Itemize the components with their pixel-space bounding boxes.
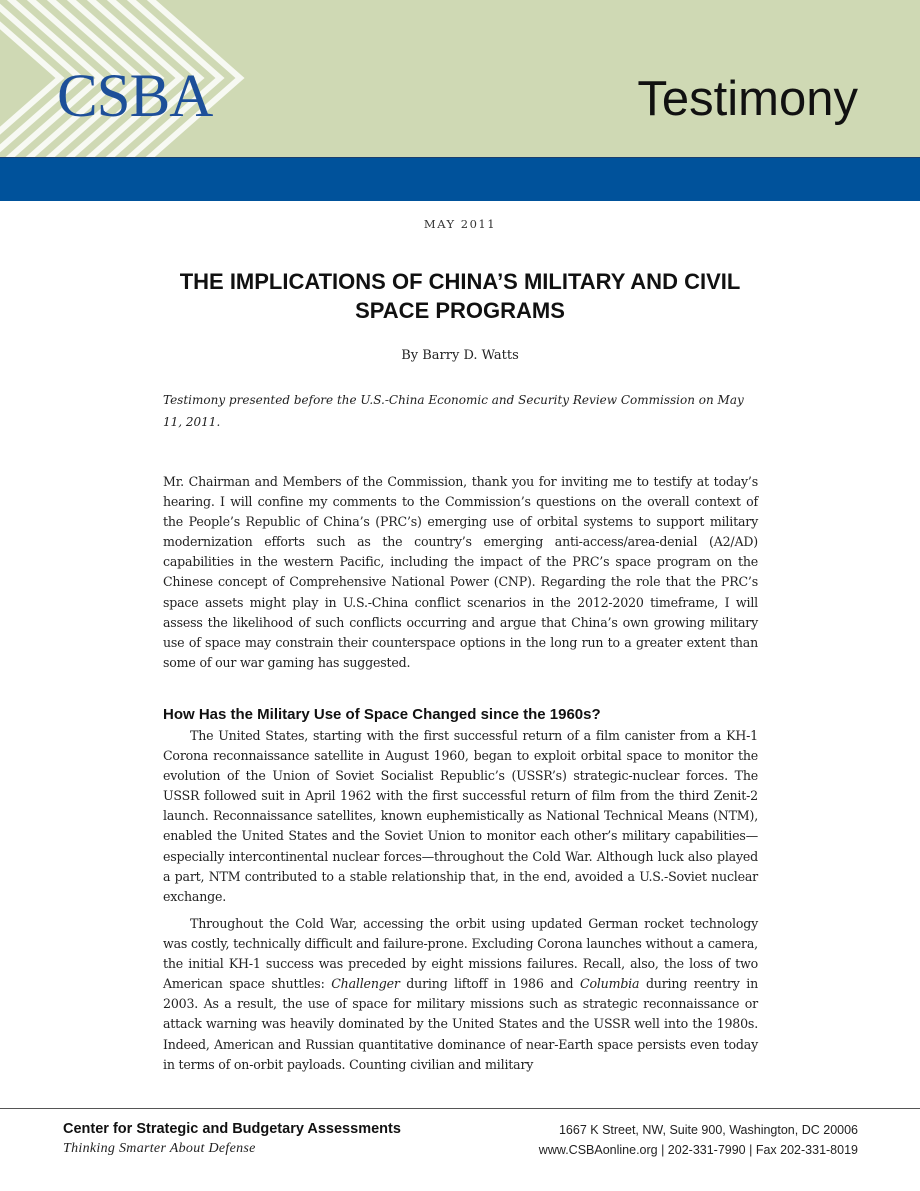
document-title: THE IMPLICATIONS OF CHINA’S MILITARY AND CIVIL SPACE PROGRAMS: [179, 269, 741, 323]
footer-address: 1667 K Street, NW, Suite 900, Washington, DC 20006: [558, 1123, 858, 1137]
header-blue-rule: [0, 157, 920, 201]
footer-divider: [0, 1108, 920, 1109]
footer-tagline: Thinking Smarter About Defense: [63, 1141, 256, 1156]
page-header: [0, 0, 920, 200]
header-title: Testimony: [637, 72, 858, 126]
body-paragraph-2: [163, 914, 758, 1075]
paragraph-text: during reentry in 2003. As a result, the use of space for military missions such as strategic reconnaissance or attack warning was heavily dominated by the United States and the USSR well into the 1980s. Indeed, American and Russian quantitative dominance of near-Earth space persists even today in terms of on-orbit payloads. Counting civilian and military: [163, 976, 758, 1072]
shuttle-name-columbia: Columbia: [580, 976, 640, 992]
shuttle-name-challenger: Challenger: [331, 976, 400, 992]
footer-org-name: Center for Strategic and Budgetary Assessments: [63, 1121, 401, 1137]
csba-logo: CSBA: [57, 63, 213, 130]
paragraph-text: Throughout the Cold War, accessing the orbit using updated German rocket technology was costly, technically difficult and failure-prone. Excluding Corona launches without a camera, the initial KH-1 success was preceded by eight missions failures. Recall, also, the loss of two American space shuttles:: [163, 916, 758, 992]
intro-paragraph: Mr. Chairman and Members of the Commission, thank you for inviting me to testify at today’s hearing. I will confine my comments to the Commission’s questions on the overall context of the People’s Republic of China’s (PRC’s) emerging use of orbital systems to support military modernization efforts such as the country’s emerging anti-access/area-denial (A2/AD) capabilities in the western Pacific, including the impact of the PRC’s space program on the Chinese concept of Comprehensive National Power (CNP). Regarding the role that the PRC’s space assets might play in U.S.-China conflict scenarios in the 2012-2020 timeframe, I will assess the likelihood of such conflicts occurring and argue that China’s own growing military use of space may constrain their counterspace options in the long run to a greater extent than some of our war gaming has suggested.: [163, 474, 758, 670]
document-date: MAY 2011: [423, 217, 497, 231]
header-band: [0, 0, 920, 157]
body-paragraph: The United States, starting with the first successful return of a film canister from a KH-1 Corona reconnaissance satellite in August 1960, began to exploit orbital space to monitor the evolution of the Union of Soviet Socialist Republic’s (USSR’s) strategic-nuclear forces. The USSR followed suit in April 1962 with the first successful return of film from the third Zenit-2 launch. Reconnaissance satellites, known euphemistically as National Technical Means (NTM), enabled the United States and the Soviet Union to monitor each other’s military capabilities—especially intercontinental nuclear forces—throughout the Cold War. Although luck also played a part, NTM contributed to a stable relationship that, in the end, avoided a U.S.-Soviet nuclear exchange.: [163, 728, 758, 904]
section-heading: How Has the Military Use of Space Changed since the 1960s?: [163, 706, 601, 723]
paragraph-text: during liftoff in 1986 and: [399, 976, 581, 992]
footer-contact: www.CSBAonline.org | 202-331-7990 | Fax 202-331-8019: [538, 1143, 858, 1157]
byline: By Barry D. Watts: [401, 348, 519, 363]
testimony-note: Testimony presented before the U.S.-China Economic and Security Review Commission on May 11, 2011.: [163, 393, 744, 429]
